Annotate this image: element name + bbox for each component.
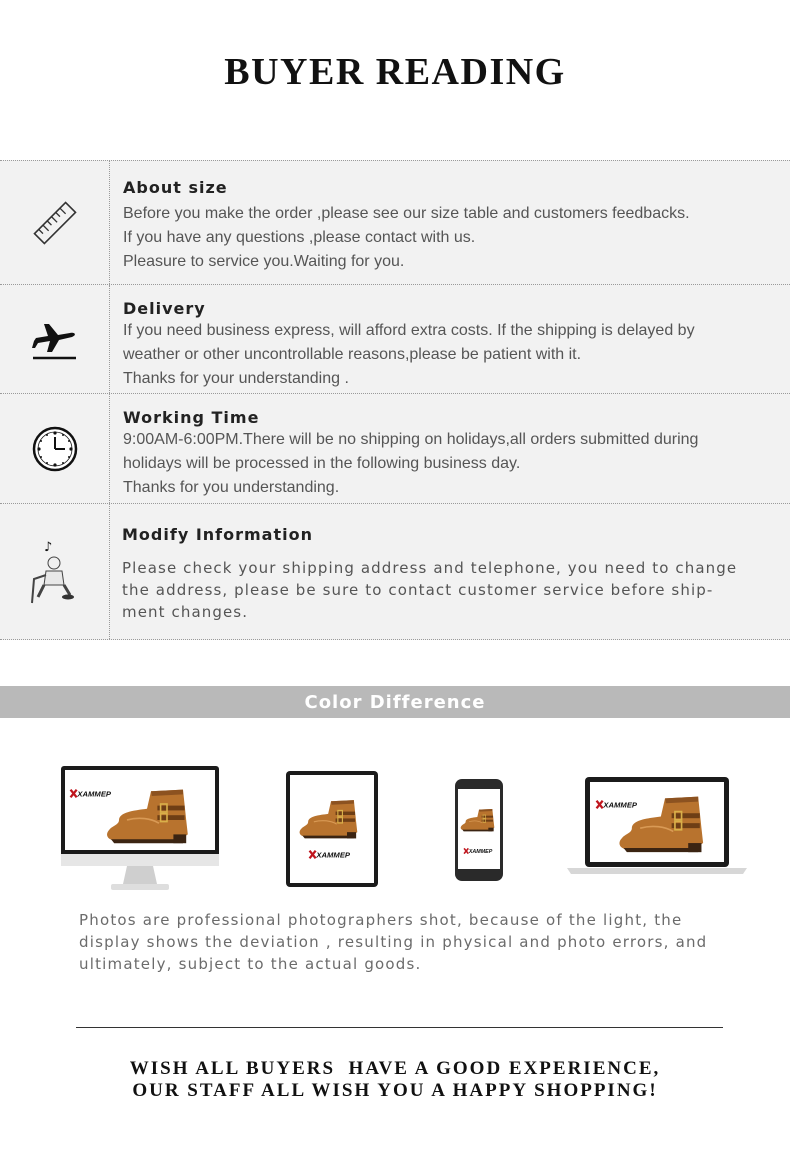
page-title: BUYER READING [224, 51, 566, 93]
closing-message [0, 1058, 790, 1102]
buyer-info-table [0, 160, 790, 640]
closing-line: WISH ALL BUYERS HAVE A GOOD EXPERIENCE, [129, 1058, 661, 1079]
section-line: weather or other uncontrollable reasons,please be patient with it. [123, 346, 582, 363]
section-heading: Working Time [123, 408, 260, 427]
color-difference-disclaimer [79, 909, 759, 975]
airplane-icon [0, 285, 110, 393]
section-line: If you need business express, will afford extra costs. If the shipping is delayed by [123, 322, 695, 339]
section-heading: Delivery [123, 299, 206, 318]
tablet-image [286, 771, 378, 892]
phone-image [455, 779, 503, 886]
clock-icon [0, 394, 110, 503]
disclaimer-line: display shows the deviation , resulting in physical and photo errors, and [79, 933, 708, 951]
section-heading: About size [123, 178, 228, 197]
section-line: Before you make the order ,please see our size table and customers feedbacks. [123, 205, 690, 222]
info-row-delivery [0, 285, 790, 394]
section-line: ment changes. [122, 603, 249, 621]
section-line: 9:00AM-6:00PM.There will be no shipping on holidays,all orders submitted during [123, 431, 699, 448]
closing-line: OUR STAFF ALL WISH YOU A HAPPY SHOPPING! [132, 1080, 658, 1101]
section-line: holidays will be processed in the following business day. [123, 455, 521, 472]
section-line: the address, please be sure to contact customer service before ship- [122, 581, 714, 599]
section-line: Thanks for your understanding . [123, 370, 349, 387]
color-difference-banner: Color Difference [0, 686, 790, 718]
section-heading: Modify Information [122, 525, 313, 544]
divider [76, 1027, 723, 1028]
disclaimer-line: ultimately, subject to the actual goods. [79, 955, 422, 973]
svg-text:♪: ♪ [43, 539, 52, 555]
disclaimer-line: Photos are professional photographers shot, because of the light, the [79, 911, 683, 929]
laptop-image [567, 777, 747, 882]
ruler-icon [0, 161, 110, 284]
desktop-monitor-image [61, 766, 219, 899]
section-line: Please check your shipping address and telephone, you need to change [122, 559, 738, 577]
section-line: Pleasure to service you.Waiting for you. [123, 253, 405, 270]
info-row-about-size [0, 161, 790, 285]
section-line: If you have any questions ,please contact with us. [123, 229, 476, 246]
info-row-modify-information [0, 504, 790, 640]
section-line: Thanks for you understanding. [123, 479, 340, 496]
thinking-figure-icon [0, 504, 110, 639]
info-row-working-time [0, 394, 790, 504]
